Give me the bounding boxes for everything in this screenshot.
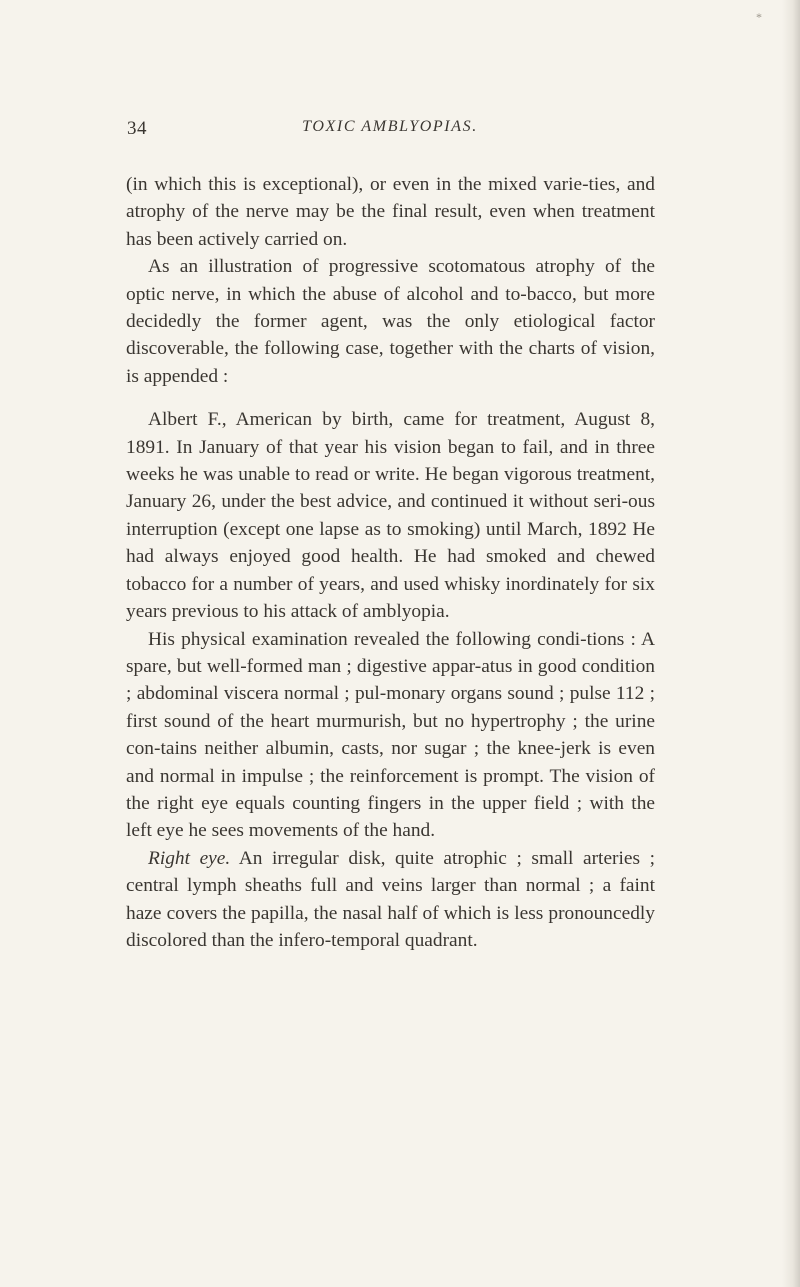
page-edge-shadow	[782, 0, 800, 1287]
page-header	[127, 118, 653, 142]
paragraph-continuation: (in which this is exceptional), or even in the mixed varie-ties, and atrophy of the nerve may be the final result, even when treatment has been actively carried on.	[126, 174, 655, 250]
paragraph-physical-exam: His physical examination revealed the following condi-tions : A spare, but well-formed man ; digestive appar-atus in good condition ; abdominal viscera normal ; pul-monary organs sound ; pulse 112 ; first sound of the heart murmurish, but no hypertrophy ; the urine con-tains neither albumin, casts, nor sugar ; the knee-jerk is even and normal in impulse ; the reinforcement is prompt. The vision of the right eye equals counting fingers in the upper field ; with the left eye he sees movements of the hand.	[126, 628, 655, 842]
body-text	[126, 171, 655, 954]
paragraph-right-eye	[126, 845, 655, 955]
paragraph-case-history: Albert F., American by birth, came for treatment, August 8, 1891. In January of that year his vision began to fail, and in three weeks he was unable to read or write. He began vigorous treatment, January 26, under the best advice, and continued it without seri-ous interruption (except one lapse as to smoking) until March, 1892 He had always enjoyed good health. He had smoked and chewed tobacco for a number of years, and used whisky inordinately for six years previous to his attack of amblyopia.	[126, 409, 655, 623]
page-number: 34	[127, 118, 147, 139]
page-mark: *	[756, 10, 762, 24]
paragraph-illustration: As an illustration of progressive scotomatous atrophy of the optic nerve, in which the abuse of alcohol and to-bacco, but more decidedly the former agent, was the only etiological factor discoverable, the following case, together with the charts of vision, is appended :	[126, 256, 655, 387]
running-head: TOXIC AMBLYOPIAS.	[302, 118, 478, 135]
right-eye-label: Right eye.	[148, 847, 231, 869]
right-eye-text: An irregular disk, quite atrophic ; small arteries ; central lymph sheaths full and veins larger than normal ; a faint haze covers the papilla, the nasal half of which is less pronouncedly discolored than the infero-temporal quadrant.	[126, 847, 655, 951]
